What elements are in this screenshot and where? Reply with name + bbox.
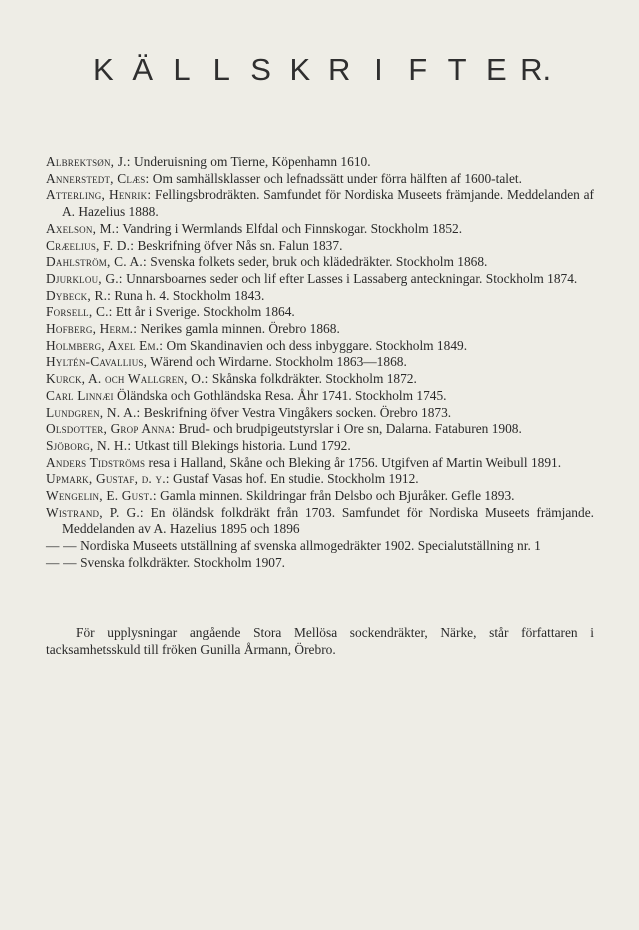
reference-entry (46, 238, 594, 255)
reference-text: Gamla minnen. Skildringar från Delsbo och Bjuråker. Gefle 1893. (156, 488, 515, 504)
reference-author: — — (46, 554, 77, 570)
reference-entry (46, 471, 594, 488)
reference-author: Upmark, Gustaf, d. y.: (46, 471, 170, 487)
title-letter: T (447, 52, 467, 87)
reference-author: Anders Tidströms (46, 454, 146, 470)
reference-text: Nordiska Museets utställning af svenska allmogedräkter 1902. Specialutställning nr. 1 (76, 538, 541, 554)
reference-text: Svenska folkdräkter. Stockholm 1907. (76, 554, 286, 570)
reference-text: Brud- och brudpigeutstyrslar i Ore sn, Dalarna. Fataburen 1908. (175, 421, 522, 437)
reference-author: Dahlström, C. A.: (46, 254, 147, 270)
reference-text: Svenska folkets seder, bruk och klädedräkter. Stockholm 1868. (146, 254, 488, 270)
reference-text: Beskrifning öfver Vestra Vingåkers socken. Örebro 1873. (140, 404, 452, 420)
reference-entry (46, 288, 594, 305)
reference-author: Carl Linnæi (46, 387, 114, 403)
reference-author: Olsdotter, Grop Anna: (46, 421, 176, 437)
reference-entry (46, 254, 594, 271)
reference-entry (46, 271, 594, 288)
reference-author: Annerstedt, Clæs: (46, 170, 150, 186)
reference-author: Sjöborg, N. H.: (46, 437, 132, 453)
reference-entry (46, 538, 594, 555)
title-letter: S (250, 52, 271, 87)
reference-entry (46, 488, 594, 505)
title-letter: K (289, 52, 311, 87)
reference-text: Skånska folkdräkter. Stockholm 1872. (208, 371, 417, 387)
reference-text: Ett år i Sverige. Stockholm 1864. (112, 304, 295, 320)
reference-text: Vandring i Wermlands Elfdal och Finnskogar. Stockholm 1852. (119, 220, 463, 236)
reference-entry (46, 388, 594, 405)
reference-text: Runa h. 4. Stockholm 1843. (111, 287, 265, 303)
reference-author: — — (46, 538, 77, 554)
reference-text: resa i Halland, Skåne och Bleking år 1756. Utgifven af Martin Weibull 1891. (145, 454, 562, 470)
reference-entry (46, 154, 594, 171)
reference-author: Atterling, Henrik: (46, 187, 152, 203)
page-title (0, 52, 639, 88)
title-letter: K (93, 52, 114, 87)
reference-author: Djurklou, G.: (46, 270, 123, 286)
reference-text: Wärend och Wirdarne. Stockholm 1863—1868. (147, 354, 407, 370)
reference-text: Beskrifning öfver Nås sn. Falun 1837. (134, 237, 343, 253)
reference-author: Dybeck, R.: (46, 287, 112, 303)
reference-text: Unnarsboarnes seder och lif efter Lasses i Lassaberg anteckningar. Stockholm 1874. (122, 270, 578, 286)
reference-entry (46, 505, 594, 538)
reference-author: Forsell, C.: (46, 304, 113, 320)
reference-entry (46, 321, 594, 338)
reference-author: Cræelius, F. D.: (46, 237, 135, 253)
reference-entry (46, 421, 594, 438)
reference-author: Kurck, A. och Wallgren, O.: (46, 371, 209, 387)
reference-entry (46, 304, 594, 321)
reference-list (46, 154, 594, 572)
reference-text: Öländska och Gothländska Resa. Åhr 1741. Stockholm 1745. (113, 387, 447, 403)
reference-entry (46, 555, 594, 572)
title-letter: F (408, 52, 428, 87)
title-letter: L (173, 52, 191, 87)
title-letter: Ä (132, 52, 153, 87)
reference-entry (46, 371, 594, 388)
title-letter: I (374, 52, 383, 87)
title-letter: E (485, 52, 507, 87)
reference-author: Wistrand, P. G.: (46, 504, 144, 520)
reference-entry (46, 455, 594, 472)
reference-text: Nerikes gamla minnen. Örebro 1868. (137, 321, 340, 337)
reference-author: Lundgren, N. A.: (46, 404, 141, 420)
reference-text: Om samhällsklasser och lefnadssätt under förra hälften af 1600-talet. (149, 170, 522, 186)
reference-entry (46, 438, 594, 455)
title-letter: R. (520, 52, 552, 87)
reference-text: Utkast till Blekings historia. Lund 1792. (131, 437, 351, 453)
reference-author: Albrektsøn, J.: (46, 154, 131, 169)
reference-entry (46, 354, 594, 371)
acknowledgement-note: För upplysningar angående Stora Mellösa sockendräkter, Närke, står författaren i tacksamhetsskuld till fröken Gunilla Årmann, Örebro. (46, 625, 594, 657)
reference-author: Hofberg, Herm.: (46, 321, 138, 337)
reference-entry (46, 405, 594, 422)
reference-text: Underuisning om Tierne, Köpenhamn 1610. (130, 154, 371, 169)
reference-entry (46, 338, 594, 355)
reference-author: Wengelin, E. Gust.: (46, 488, 157, 504)
reference-text: Gustaf Vasas hof. En studie. Stockholm 1912. (169, 471, 419, 487)
reference-text: Fellingsbrodräkten. Samfundet för Nordiska Museets främjande. Meddelanden af A. Hazelius 1888. (62, 187, 594, 220)
reference-entry (46, 171, 594, 188)
reference-entry (46, 187, 594, 220)
reference-author: Hyltén-Cavallius, (46, 354, 148, 370)
reference-text: En öländsk folkdräkt från 1703. Samfundet för Nordiska Museets främjande. Meddelanden av A. Hazelius 1895 och 1896 (62, 504, 594, 537)
title-letter: L (212, 52, 230, 87)
reference-author: Holmberg, Axel Em.: (46, 337, 164, 353)
title-letter: R (327, 52, 351, 87)
reference-author: Axelson, M.: (46, 220, 120, 236)
reference-text: Om Skandinavien och dess inbyggare. Stockholm 1849. (163, 337, 468, 353)
reference-entry (46, 221, 594, 238)
